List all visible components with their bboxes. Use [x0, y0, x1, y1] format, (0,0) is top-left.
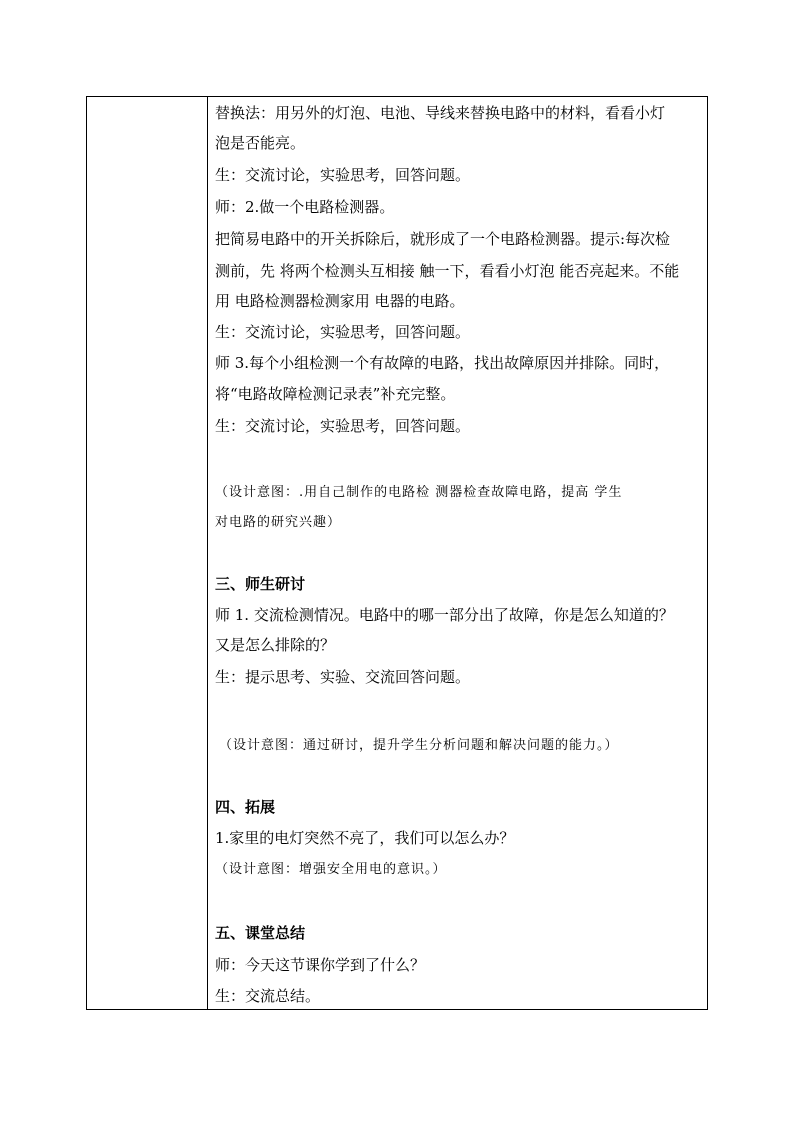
section-four-heading: 四、拓展 — [215, 798, 276, 816]
detector-instruction-line-1: 把简易电路中的开关拆除后，就形成了一个电路检测器。提示:每次检 — [215, 230, 671, 248]
student-response-2: 生：交流讨论，实验思考，回答问题。 — [215, 323, 471, 341]
student-response-4: 生：提示思考、实验、交流回答问题。 — [215, 668, 471, 686]
design-intent-note-2: （设计意图：通过研讨，提升学生分析问题和解决问题的能力。） — [219, 738, 619, 753]
discussion-line-2: 又是怎么排除的？ — [215, 636, 336, 654]
student-response-3: 生：交流讨论，实验思考，回答问题。 — [215, 417, 471, 435]
extension-question: 1.家里的电灯突然不亮了，我们可以怎么办？ — [215, 829, 515, 847]
lesson-content-cell — [215, 97, 703, 1009]
teacher-step-2: 师：2.做一个电路检测器。 — [215, 198, 395, 216]
teacher-step-3-line-1: 师 3.每个小组检测一个有故障的电路，找出故障原因并排除。同时， — [215, 354, 670, 372]
detector-instruction-line-3: 用 电路检测器检测家用 电器的电路。 — [215, 292, 465, 310]
column-divider — [207, 97, 208, 1009]
teacher-summary-question: 师：今天这节课你学到了什么？ — [215, 956, 426, 974]
replace-method-line-1: 替换法：用另外的灯泡、电池、导线来替换电路中的材料，看看小灯 — [215, 104, 666, 122]
section-three-heading: 三、师生研讨 — [215, 575, 306, 593]
student-response-1: 生：交流讨论，实验思考，回答问题。 — [215, 166, 471, 184]
student-summary: 生：交流总结。 — [215, 987, 321, 1005]
design-intent-note-1-line-2: 对电路的研究兴趣） — [215, 515, 342, 530]
detector-instruction-line-2: 测前，先 将两个检测头互相接 触一下，看看小灯泡 能否亮起来。不能 — [215, 262, 680, 280]
discussion-line-1: 师 1. 交流检测情况。电路中的哪一部分出了故障，你是怎么知道的？ — [215, 606, 674, 624]
design-intent-note-1-line-1: （设计意图：.用自己制作的电路检 测器检查故障电路，提高 学生 — [215, 485, 623, 500]
section-five-heading: 五、课堂总结 — [215, 924, 306, 942]
lesson-table — [86, 96, 708, 1010]
replace-method-line-2: 泡是否能亮。 — [215, 134, 306, 152]
teacher-step-3-line-2: 将“电路故障检测记录表”补充完整。 — [215, 385, 456, 403]
design-intent-note-3: （设计意图：增强安全用电的意识。） — [215, 862, 447, 877]
